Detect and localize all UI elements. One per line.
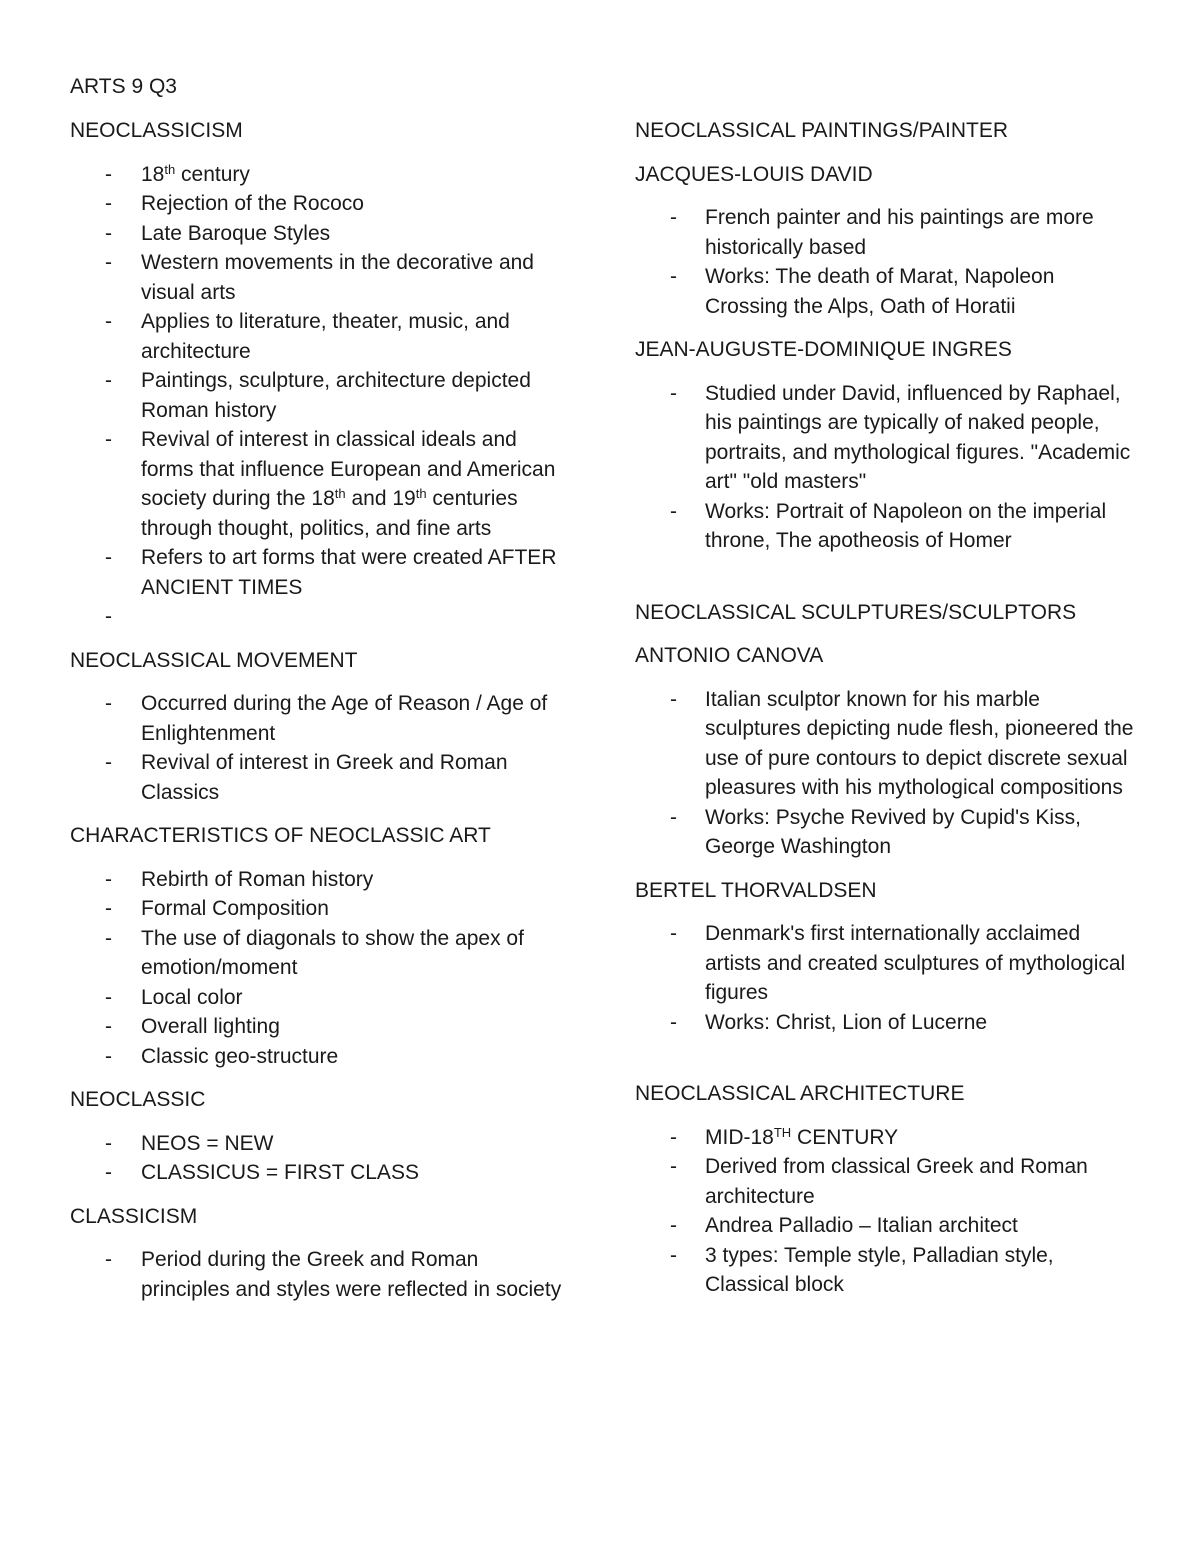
classicism-list	[70, 1245, 570, 1304]
list-item: - Revival of interest in classical ideals and forms that influence European and American society during the 18th and 19th centuries through thought, politics, and fine arts	[70, 425, 570, 543]
list-item: - Refers to art forms that were created AFTER ANCIENT TIMES	[70, 543, 570, 602]
painter-name-ingres: JEAN-AUGUSTE-DOMINIQUE INGRES	[635, 338, 1012, 361]
sculptor-name-canova: ANTONIO CANOVA	[635, 644, 824, 667]
characteristics-list	[70, 865, 570, 1072]
list-item: - Works: The death of Marat, Napoleon Crossing the Alps, Oath of Horatii	[635, 262, 1135, 321]
list-item: - Overall lighting	[70, 1012, 570, 1042]
heading-neoclassicism: NEOCLASSICISM	[70, 119, 243, 142]
spacer	[635, 570, 1135, 598]
page-title: ARTS 9 Q3	[70, 75, 177, 98]
heading-characteristics: CHARACTERISTICS OF NEOCLASSIC ART	[70, 824, 491, 847]
list-item: - Western movements in the decorative and visual arts	[70, 248, 570, 307]
neoclassic-list	[70, 1129, 570, 1188]
list-item: - Classic geo-structure	[70, 1042, 570, 1072]
heading-neoclassic: NEOCLASSIC	[70, 1088, 206, 1111]
list-item: - Works: Christ, Lion of Lucerne	[635, 1008, 1135, 1038]
list-item: - MID-18TH CENTURY	[635, 1123, 1135, 1153]
list-item: - Andrea Palladio – Italian architect	[635, 1211, 1135, 1241]
neoclassicism-list	[70, 160, 570, 632]
heading-architecture: NEOCLASSICAL ARCHITECTURE	[635, 1082, 965, 1105]
canova-list	[635, 685, 1135, 862]
architecture-list	[635, 1123, 1135, 1300]
list-item: - Revival of interest in Greek and Roman Classics	[70, 748, 570, 807]
ingres-list	[635, 379, 1135, 556]
spacer	[635, 1051, 1135, 1079]
list-item: - Occurred during the Age of Reason / Age of Enlightenment	[70, 689, 570, 748]
list-item: - Local color	[70, 983, 570, 1013]
heading-classicism: CLASSICISM	[70, 1204, 198, 1228]
painter-name-david: JACQUES-LOUIS DAVID	[635, 162, 873, 186]
list-item: - Derived from classical Greek and Roman architecture	[635, 1152, 1135, 1211]
list-item: - The use of diagonals to show the apex of emotion/moment	[70, 924, 570, 983]
list-item: - 18th century	[70, 160, 570, 190]
heading-paintings: NEOCLASSICAL PAINTINGS/PAINTER	[635, 119, 1009, 142]
right-column	[635, 116, 1135, 1314]
list-item-empty	[70, 602, 570, 632]
sculptor-name-thorvaldsen: BERTEL THORVALDSEN	[635, 878, 877, 902]
list-item: - Italian sculptor known for his marble sculptures depicting nude flesh, pioneered the use of pure contours to depict discrete sexual pleasures with his mythological compositions	[635, 685, 1135, 803]
heading-neoclassical-movement: NEOCLASSICAL MOVEMENT	[70, 648, 358, 672]
list-item: - Rejection of the Rococo	[70, 189, 570, 219]
list-item: - French painter and his paintings are more historically based	[635, 203, 1135, 262]
left-column	[70, 116, 570, 1318]
list-item: - 3 types: Temple style, Palladian style, Classical block	[635, 1241, 1135, 1300]
list-item: - Applies to literature, theater, music, and architecture	[70, 307, 570, 366]
list-item: - NEOS = NEW	[70, 1129, 570, 1159]
movement-list	[70, 689, 570, 807]
list-item: - Works: Psyche Revived by Cupid's Kiss, George Washington	[635, 803, 1135, 862]
list-item: - Late Baroque Styles	[70, 219, 570, 249]
list-item: - Denmark's first internationally acclaimed artists and created sculptures of mythological figures	[635, 919, 1135, 1008]
list-item: - Formal Composition	[70, 894, 570, 924]
list-item: - CLASSICUS = FIRST CLASS	[70, 1158, 570, 1188]
list-item: - Period during the Greek and Roman principles and styles were reflected in society	[70, 1245, 570, 1304]
list-item: - Studied under David, influenced by Raphael, his paintings are typically of naked people, portraits, and mythological figures. "Academic art" "old masters"	[635, 379, 1135, 497]
list-item: - Works: Portrait of Napoleon on the imperial throne, The apotheosis of Homer	[635, 497, 1135, 556]
heading-sculptures: NEOCLASSICAL SCULPTURES/SCULPTORS	[635, 600, 1077, 624]
list-item: - Paintings, sculpture, architecture depicted Roman history	[70, 366, 570, 425]
thorvaldsen-list	[635, 919, 1135, 1037]
david-list	[635, 203, 1135, 321]
list-item: - Rebirth of Roman history	[70, 865, 570, 895]
